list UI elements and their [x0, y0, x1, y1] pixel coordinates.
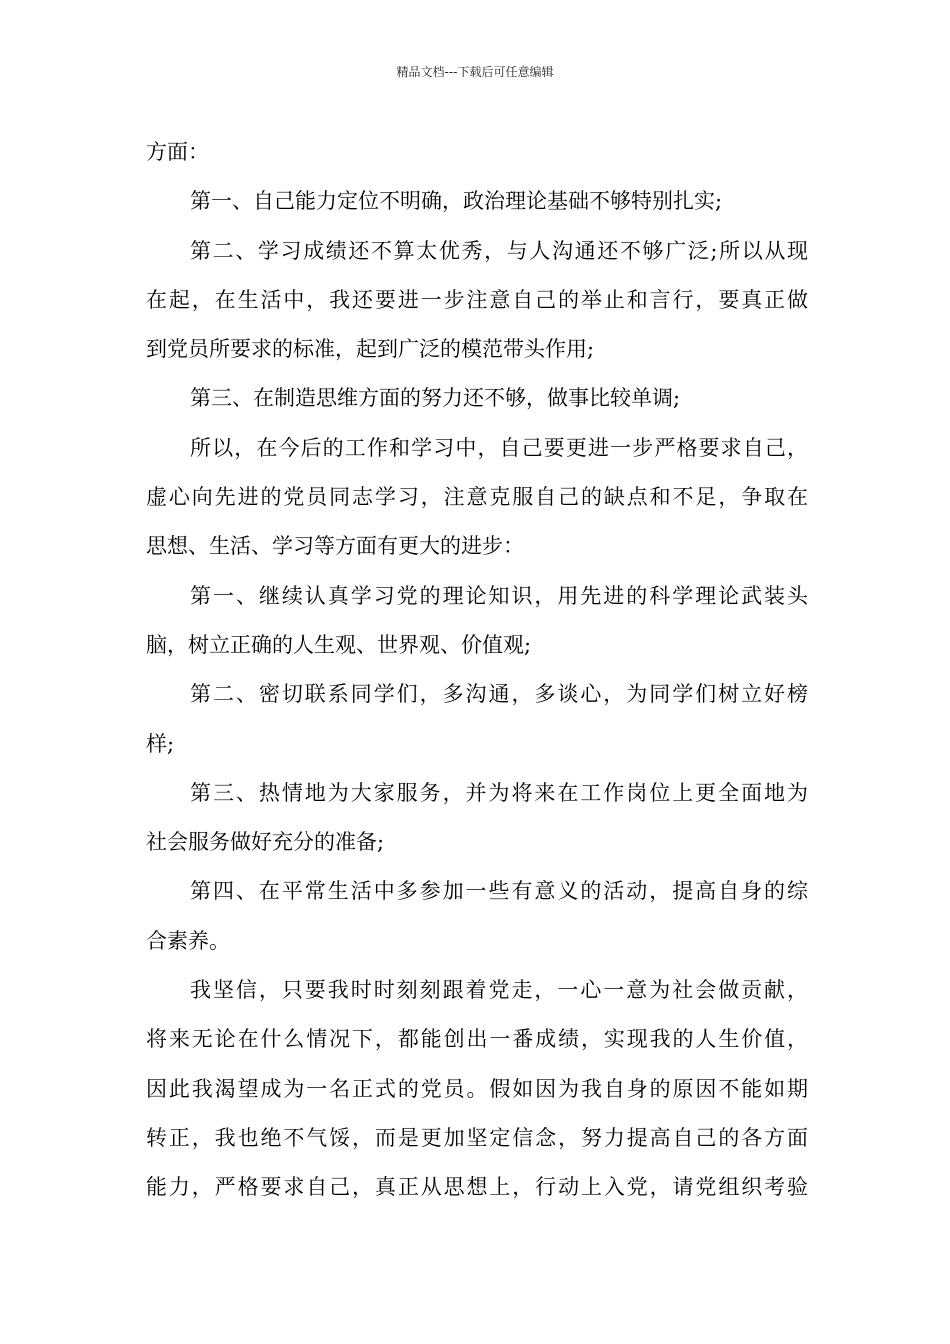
document-body — [146, 128, 808, 1213]
text-line: 第一、继续认真学习党的理论知识，用先进的科学理论武装头 — [190, 583, 808, 608]
text-line: 第二、学习成绩还不算太优秀，与人沟通还不够广泛;所以从现 — [190, 238, 808, 263]
text-line: 第三、热情地为大家服务，并为将来在工作岗位上更全面地为 — [190, 780, 808, 805]
text-line: 第一、自己能力定位不明确，政治理论基础不够特别扎实; — [190, 189, 723, 214]
text-line: 样; — [146, 731, 175, 756]
text-line: 在起，在生活中，我还要进一步注意自己的举止和言行，要真正做 — [146, 287, 808, 312]
text-line: 将来无论在什么情况下，都能创出一番成绩，实现我的人生价值， — [146, 1027, 808, 1052]
text-line: 第二、密切联系同学们，多沟通，多谈心，为同学们树立好榜 — [190, 682, 808, 707]
text-line: 第四、在平常生活中多参加一些有意义的活动，提高自身的综 — [190, 879, 808, 904]
text-line: 方面： — [146, 140, 209, 164]
text-line: 脑，树立正确的人生观、世界观、价值观; — [146, 632, 532, 657]
text-line: 能力，严格要求自己，真正从思想上，行动上入党，请党组织考验 — [146, 1175, 808, 1200]
text-line: 第三、在制造思维方面的努力还不够，做事比较单调; — [190, 386, 681, 411]
text-line: 转正，我也绝不气馁，而是更加坚定信念，努力提高自己的各方面 — [146, 1125, 808, 1150]
page-header: 精品文档---下载后可任意编辑 — [396, 65, 554, 79]
text-line: 到党员所要求的标准，起到广泛的模范带头作用; — [146, 337, 595, 362]
text-line: 虚心向先进的党员同志学习，注意克服自己的缺点和不足，争取在 — [146, 485, 808, 510]
text-line: 合素养。 — [146, 928, 230, 953]
text-line: 我坚信，只要我时时刻刻跟着党走，一心一意为社会做贡献， — [190, 978, 808, 1003]
text-line: 思想、生活、学习等方面有更大的进步： — [146, 534, 524, 559]
text-line: 所以，在今后的工作和学习中，自己要更进一步严格要求自己， — [190, 435, 808, 460]
text-line: 因此我渴望成为一名正式的党员。假如因为我自身的原因不能如期 — [146, 1076, 808, 1101]
text-line: 社会服务做好充分的准备; — [146, 830, 385, 855]
